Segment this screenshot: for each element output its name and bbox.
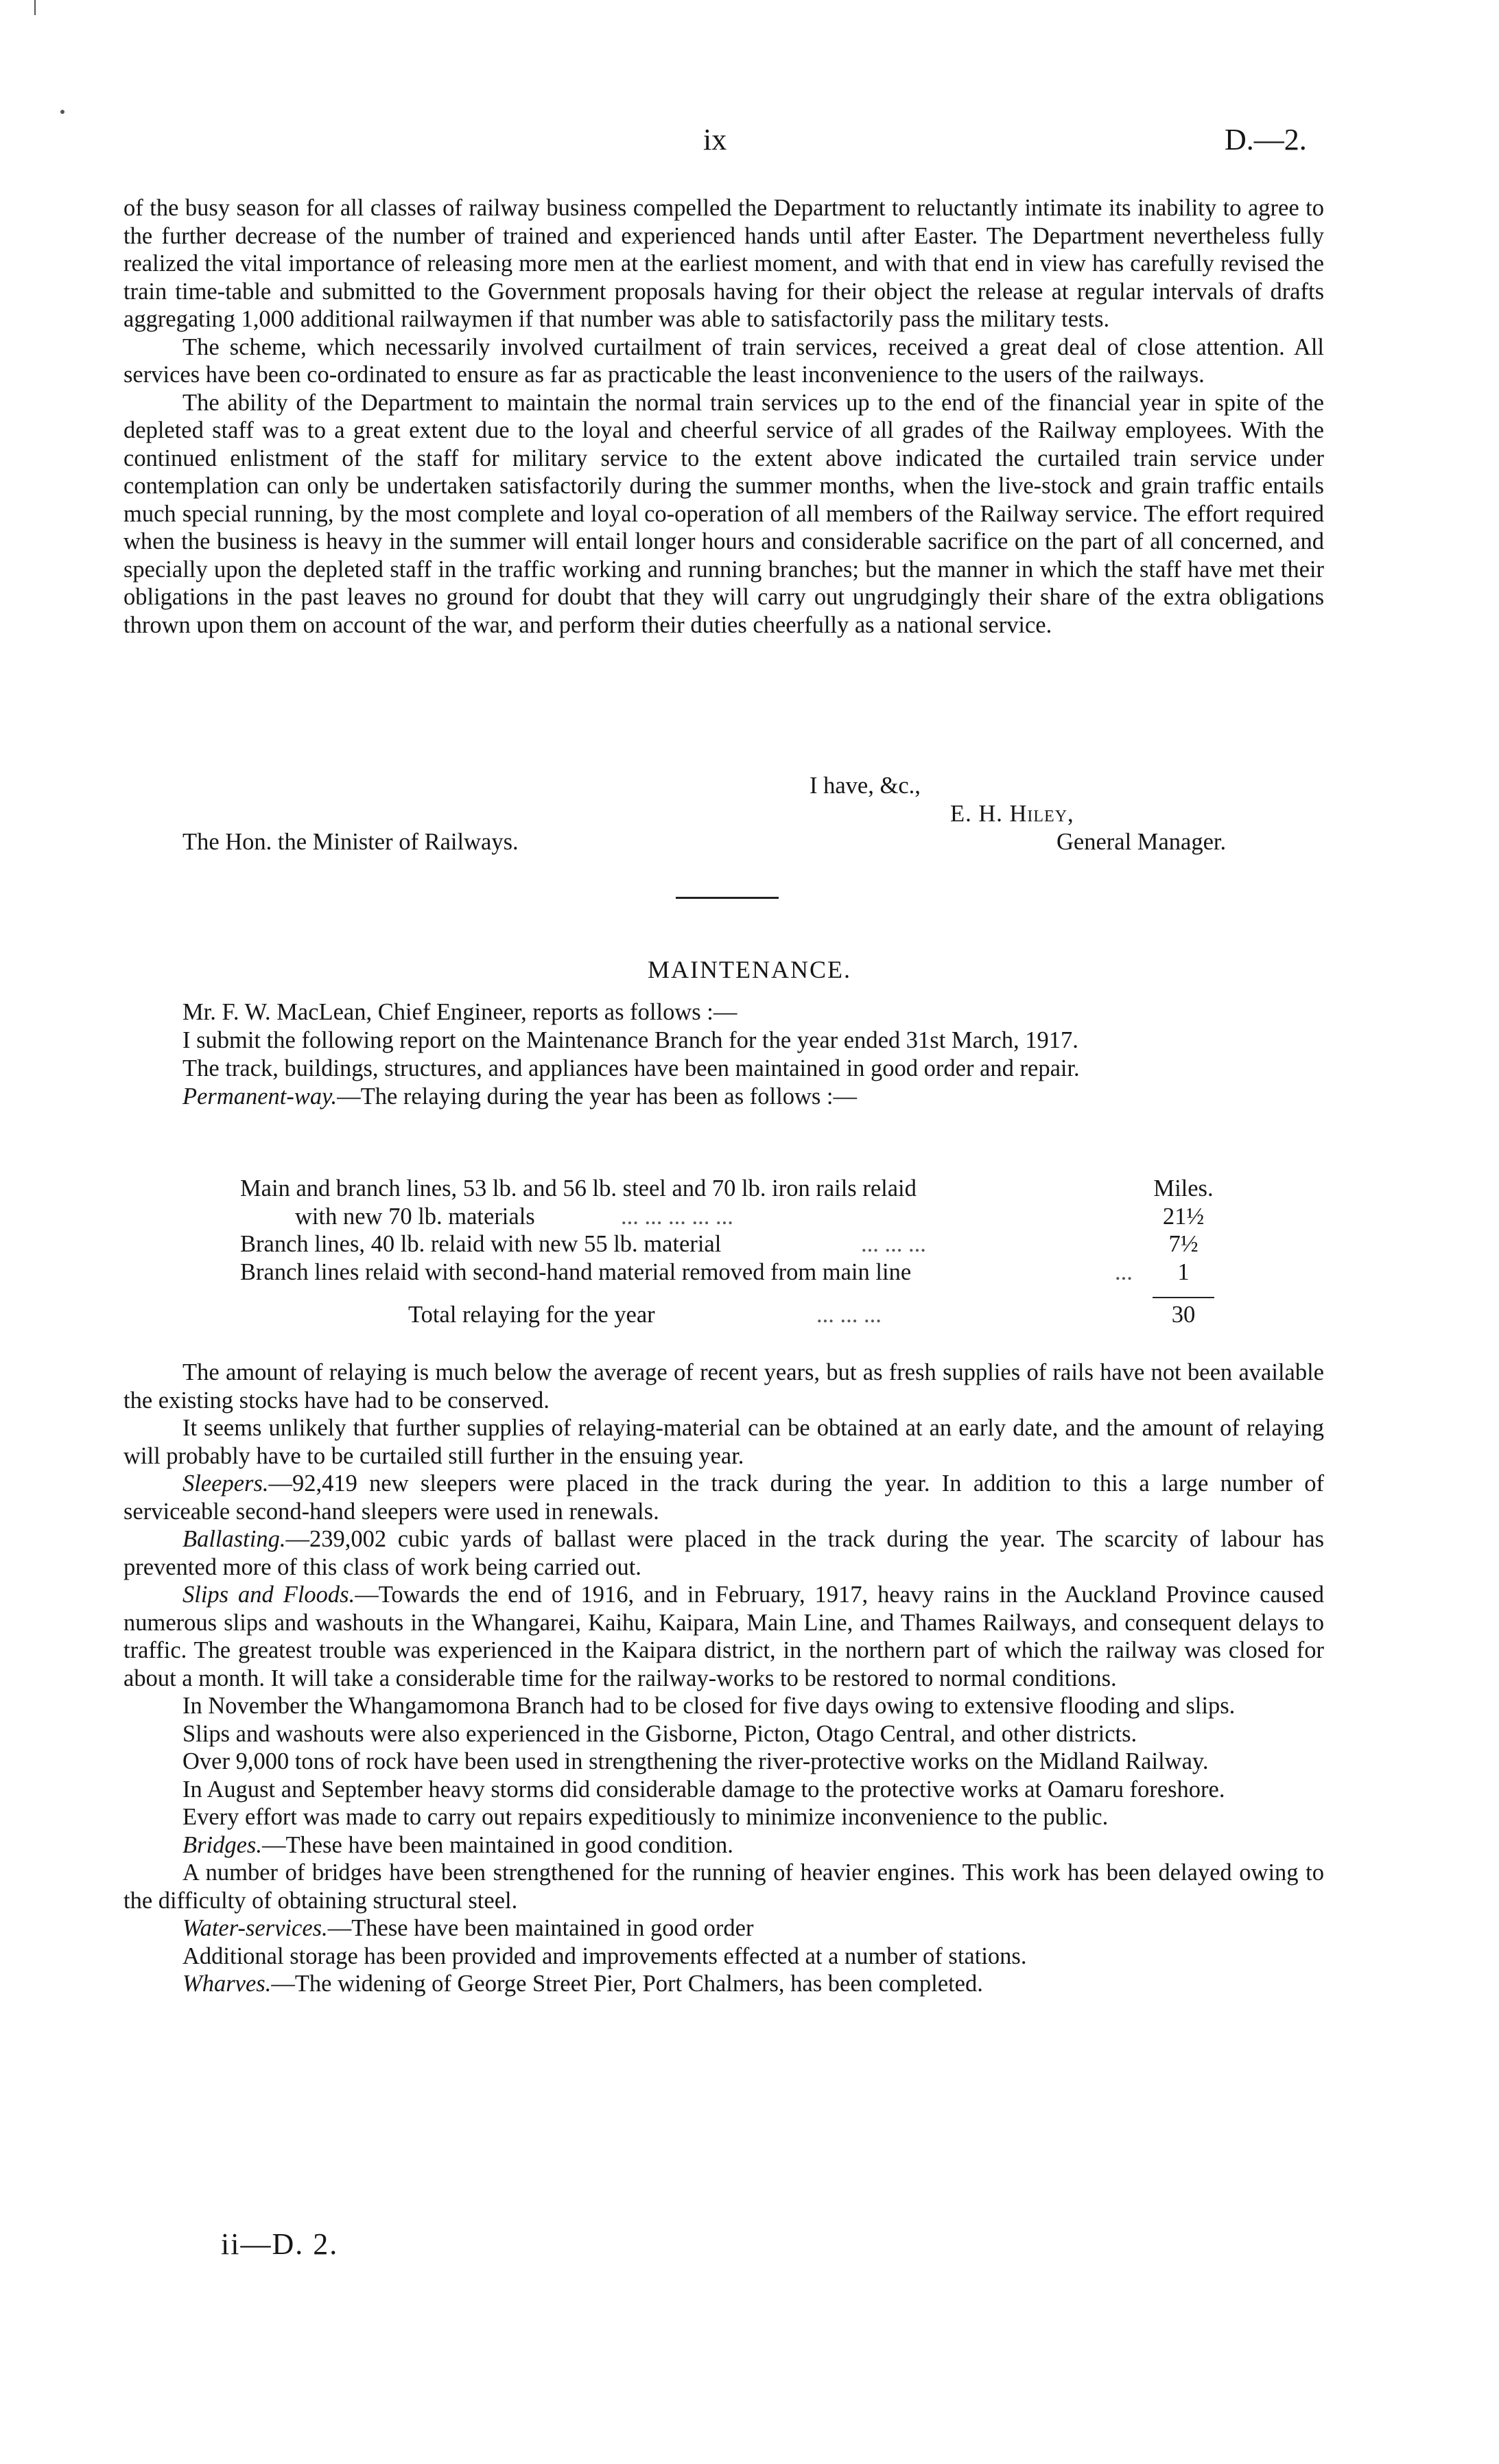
signature-mark: ii—D. 2.	[221, 2227, 339, 2261]
paragraph-slips-floods	[123, 1581, 1324, 1692]
unit-header: Miles.	[1153, 1175, 1214, 1201]
paragraph-relaying-amount: The amount of relaying is much below the average of recent years, but as fresh supplies of rails have not been available the existing stocks have had to be conserved.	[123, 1359, 1324, 1413]
permanent-way-text: —The relaying during the year has been as follows :—	[337, 1083, 857, 1110]
permanent-way-label: Permanent-way.	[182, 1083, 338, 1110]
table-row	[240, 1258, 1214, 1287]
relaying-table	[240, 1175, 1214, 1329]
table-row	[240, 1203, 1214, 1231]
closing: I have, &c.,	[810, 773, 921, 799]
row-label: Branch lines relaid with second-hand material removed from main line	[240, 1258, 912, 1285]
permanent-way-paragraph	[123, 1083, 1324, 1111]
ballasting-label: Ballasting.	[182, 1526, 286, 1552]
section-heading: MAINTENANCE.	[648, 956, 851, 983]
signature-block	[123, 772, 1324, 856]
paragraph-ballasting	[123, 1525, 1324, 1581]
slips-floods-label: Slips and Floods.	[182, 1582, 355, 1608]
total-label: Total relaying for the year	[408, 1302, 655, 1328]
addressee: The Hon. the Minister of Railways.	[182, 829, 519, 855]
paragraph-repairs: Every effort was made to carry out repairs expeditiously to minimize inconvenience to the public.	[182, 1804, 1109, 1830]
paragraph-storms: In August and September heavy storms did considerable damage to the protective works at Oamaru foreshore.	[182, 1776, 1225, 1803]
paragraph-whangamomona: In November the Whangamomona Branch had to be closed for five days owing to extensive flooding and slips.	[182, 1693, 1236, 1719]
report-intro: Mr. F. W. MacLean, Chief Engineer, reports as follows :—	[182, 999, 737, 1025]
row-label: Main and branch lines, 53 lb. and 56 lb. steel and 70 lb. iron rails relaid	[240, 1175, 917, 1201]
report-paragraph-1: I submit the following report on the Maintenance Branch for the year ended 31st March, 1917.	[182, 1026, 1078, 1053]
total-row	[240, 1301, 1214, 1329]
wharves-text: —The widening of George Street Pier, Port Chalmers, has been completed.	[271, 1971, 983, 1997]
water-services-text: —These have been maintained in good order	[327, 1915, 754, 1941]
sleepers-label: Sleepers.	[182, 1470, 269, 1497]
signature-line-1	[123, 772, 1324, 800]
scan-speck	[60, 110, 64, 114]
paragraph-bridges	[123, 1831, 1324, 1859]
leader-dots: ... ... ... ... ...	[621, 1203, 733, 1230]
sleepers-text: —92,419 new sleepers were placed in the track during the year. In addition to this a large number of serviceable second-hand sleepers were used in renewals.	[123, 1470, 1324, 1525]
paragraph-water-services	[123, 1914, 1324, 1943]
paragraph-storage: Additional storage has been provided and improvements effected at a number of stations.	[182, 1943, 1027, 1969]
signatory-title: General Manager.	[1057, 829, 1227, 855]
report-paragraph-2: The track, buildings, structures, and appliances have been maintained in good order and repair.	[182, 1055, 1080, 1081]
ballasting-text: —239,002 cubic yards of ballast were placed in the track during the year. The scarcity of labour has prevented more of this class of work being carried out.	[123, 1526, 1324, 1580]
signatory-name: E. H. Hiley,	[950, 801, 1074, 827]
paragraph-sleepers	[123, 1470, 1324, 1525]
paragraph-wharves	[123, 1970, 1324, 1998]
row-value: 1	[1177, 1258, 1190, 1285]
signature-line-3	[123, 828, 1324, 856]
maintenance-intro	[123, 998, 1324, 1110]
paragraph-bridges-strengthened: A number of bridges have been strengthened for the running of heavier engines. This work has been delayed owing to the difficulty of obtaining structural steel.	[123, 1859, 1324, 1914]
row-label: Branch lines, 40 lb. relaid with new 55 lb. material	[240, 1231, 722, 1257]
paragraph-rock: Over 9,000 tons of rock have been used in strengthening the river-protective works on the Midland Railway.	[182, 1748, 1209, 1774]
row-label: with new 70 lb. materials	[295, 1203, 535, 1230]
bridges-text: —These have been maintained in good condition.	[261, 1831, 733, 1858]
leader-dots: ...	[1115, 1258, 1133, 1285]
paragraph-relaying-supplies: It seems unlikely that further supplies of relaying-material can be obtained at an early date, and the amount of relaying will probably have to be curtailed still further in the ensuing year.	[123, 1415, 1324, 1469]
maintenance-details	[123, 1359, 1324, 1998]
section-divider	[676, 897, 779, 899]
total-rule	[1153, 1297, 1214, 1298]
total-value: 30	[1171, 1302, 1196, 1328]
slips-floods-text: —Towards the end of 1916, and in February, 1917, heavy rains in the Auckland Province caused numerous slips and washouts in the Whangarei, Kaihu, Kaipara, Main Line, and Thames Railways, and consequent delays to traffic. The greatest trouble was experienced in the Kaipara district, in the northern part of which the railway was closed for about a month. It will take a considerable time for the railway-works to be restored to normal conditions.	[123, 1582, 1324, 1691]
row-value: 21½	[1162, 1203, 1205, 1230]
row-value: 7½	[1168, 1231, 1199, 1257]
leader-dots: ... ... ...	[816, 1302, 882, 1328]
water-services-label: Water-services.	[182, 1915, 328, 1941]
paragraph-ability: The ability of the Department to maintain the normal train services up to the end of the financial year in spite of the depleted staff was to a great extent due to the loyal and cheerful service of all grades of the Railway employees. With the continued enlistment of the staff for military service to the extent above indicated the curtailed train service under contemplation can only be undertaken satisfactorily during the summer months, when the live-stock and grain traffic entails much special running, by the most complete and loyal co-operation of all members of the Railway service. The effort required when the business is heavy in the summer will entail longer hours and considerable sacrifice on the part of all concerned, and specially upon the depleted staff in the traffic working and running branches; but the manner in which the staff have met their obligations in the past leaves no ground for doubt that they will carry out ungrudgingly their share of the extra obligations thrown upon them on account of the war, and perform their duties cheerfully as a national service.	[123, 389, 1324, 638]
paragraph-washouts: Slips and washouts were also experienced in the Gisborne, Picton, Otago Central, and other districts.	[182, 1720, 1137, 1747]
signature-line-2	[123, 800, 1324, 828]
wharves-label: Wharves.	[182, 1971, 272, 1997]
intro-section	[123, 194, 1324, 639]
table-row	[240, 1230, 1214, 1258]
page-number: ix	[703, 123, 727, 156]
table-row	[240, 1175, 1214, 1203]
scan-mark	[34, 0, 36, 15]
leader-dots: ... ... ...	[861, 1231, 926, 1257]
document-reference: D.—2.	[1225, 123, 1307, 156]
bridges-label: Bridges.	[182, 1831, 262, 1858]
paragraph-continued: of the busy season for all classes of railway business compelled the Department to reluctantly intimate its inability to agree to the further decrease of the number of trained and experienced hands until after Easter. The Department nevertheless fully realized the vital importance of releasing more men at the earliest moment, and with that end in view has carefully revised the train time-table and submitted to the Government proposals having for their object the release at regular intervals of drafts aggregating 1,000 additional railwaymen if that number was able to satisfactorily pass the military tests.	[123, 195, 1324, 332]
paragraph-scheme: The scheme, which necessarily involved curtailment of train services, received a great deal of close attention. All services have been co-ordinated to ensure as far as practicable the least inconvenience to the users of the railways.	[123, 333, 1324, 388]
